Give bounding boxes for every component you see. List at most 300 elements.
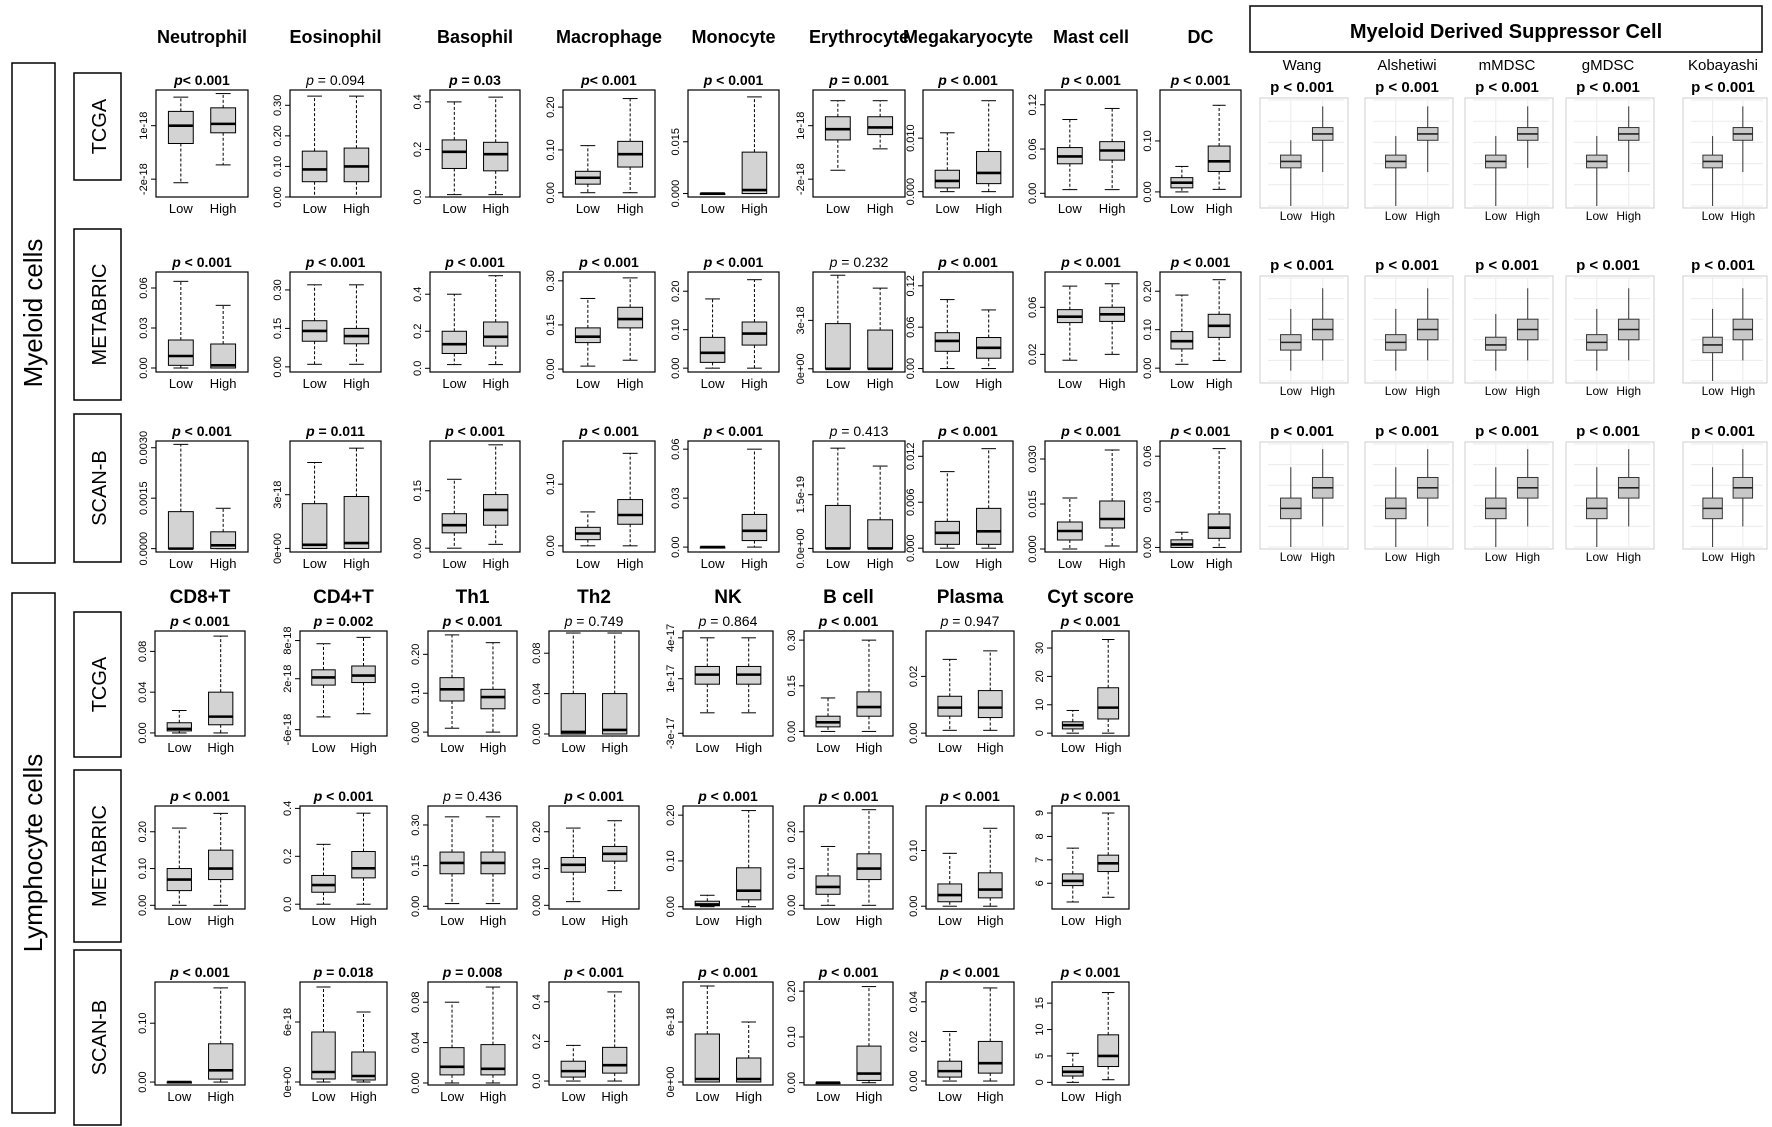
plot-frame xyxy=(1566,98,1654,208)
group-label: High xyxy=(1515,209,1541,223)
box xyxy=(211,108,236,133)
y-tick-label: 0.006 xyxy=(905,488,917,517)
y-tick-label: 3e-18 xyxy=(272,480,284,509)
group-label: High xyxy=(855,740,883,755)
box xyxy=(938,884,962,902)
box xyxy=(1208,146,1230,171)
group-label: High xyxy=(343,556,370,571)
y-tick-label: 0.10 xyxy=(545,473,557,495)
group-label: Low xyxy=(935,556,960,571)
y-tick-label: 0.000 xyxy=(905,534,917,562)
mdsc-boxplot-panel xyxy=(1465,257,1553,398)
box xyxy=(700,337,725,362)
group-label: High xyxy=(482,201,510,216)
y-tick-label: 0.04 xyxy=(531,682,543,705)
p-value-label: p < 0.001 xyxy=(445,423,505,439)
box xyxy=(868,330,893,369)
y-tick-label: 0.10 xyxy=(272,155,284,178)
y-tick-label: 0.0015 xyxy=(138,481,150,516)
boxplot-panel xyxy=(1142,254,1241,391)
boxplot-panel xyxy=(531,788,639,928)
group-label: Low xyxy=(816,740,840,755)
y-tick-label: 0.2 xyxy=(282,848,294,864)
mdsc-boxplot-panel xyxy=(1465,423,1553,564)
y-tick-label: -2e-18 xyxy=(138,163,150,196)
group-label: Low xyxy=(561,740,586,755)
group-label: Low xyxy=(1060,913,1085,928)
myeloid-column-title: Basophil xyxy=(436,27,514,47)
p-value-label: p < 0.001 xyxy=(445,254,505,270)
group-label: Low xyxy=(311,1089,336,1104)
lymphocyte-group-label: Lymphocyte cells xyxy=(18,753,48,953)
y-tick-label: 0.06 xyxy=(670,438,682,460)
y-tick-label: 0.10 xyxy=(908,839,920,862)
box xyxy=(344,148,369,182)
boxplot-panel xyxy=(282,788,387,928)
p-value-label: p < 0.001 xyxy=(170,964,230,980)
boxplot-panel xyxy=(531,964,639,1104)
y-tick-label: 0.2 xyxy=(531,1033,543,1050)
mdsc-boxplot-panel xyxy=(1465,79,1553,223)
group-label: High xyxy=(1415,384,1441,398)
y-tick-label: 15 xyxy=(1034,997,1046,1010)
group-label: Low xyxy=(440,740,464,755)
mdsc-boxplot-panel xyxy=(1260,79,1348,223)
y-tick-label: 0.00 xyxy=(531,723,543,745)
p-value-label: p < 0.001 xyxy=(1475,257,1539,274)
y-tick-label: 0.30 xyxy=(272,94,284,116)
dataset-label: METABRIC xyxy=(89,805,111,907)
y-tick-label: 0.00 xyxy=(670,357,682,379)
plot-frame xyxy=(813,90,905,197)
group-label: Low xyxy=(1169,376,1194,391)
p-value-label: p = 0.413 xyxy=(829,423,889,439)
y-tick-label: 0.000 xyxy=(1027,535,1039,563)
p-value-label: p < 0.001 xyxy=(1475,423,1539,440)
y-tick-label: 0.00 xyxy=(908,895,920,917)
boxplot-panel xyxy=(1142,72,1241,216)
group-label: High xyxy=(975,556,1003,571)
y-tick-label: 0.012 xyxy=(905,442,917,471)
y-tick-label: 0.00 xyxy=(545,182,557,204)
group-label: High xyxy=(616,556,644,571)
y-tick-label: 0.00 xyxy=(137,722,149,744)
group-label: Low xyxy=(1384,384,1407,398)
myeloid-column-title: Erythrocyte xyxy=(808,27,910,47)
mdsc-column-title: gMDSC xyxy=(1581,57,1635,74)
boxplot-panel xyxy=(272,254,381,391)
group-label: Low xyxy=(700,376,725,391)
y-tick-label: 0.20 xyxy=(531,821,543,843)
group-label: High xyxy=(482,376,510,391)
group-label: High xyxy=(741,556,768,571)
y-tick-label: 0.00 xyxy=(1142,536,1154,559)
y-tick-label: 3e-18 xyxy=(795,306,807,335)
group-label: Low xyxy=(1279,550,1302,564)
boxplot-panel xyxy=(795,423,905,571)
group-label: Low xyxy=(1279,384,1302,398)
p-value-label: p < 0.001 xyxy=(1576,257,1640,274)
group-label: Low xyxy=(302,201,327,216)
group-label: Low xyxy=(1384,209,1407,223)
boxplot-panel xyxy=(795,254,905,391)
y-tick-label: 0.20 xyxy=(1142,280,1154,302)
group-label: Low xyxy=(1169,201,1194,216)
y-tick-label: 0.20 xyxy=(670,280,682,302)
dataset-label: METABRIC xyxy=(89,263,111,366)
y-tick-label: 0.00 xyxy=(545,358,557,380)
group-label: High xyxy=(735,913,763,928)
y-tick-label: 0.10 xyxy=(137,1012,149,1034)
box xyxy=(1208,514,1230,538)
mdsc-boxplot-panel xyxy=(1683,423,1767,564)
y-tick-label: 0.00 xyxy=(412,537,424,559)
plot-frame xyxy=(1566,442,1654,549)
plot-frame xyxy=(1052,631,1129,736)
p-value-label: p < 0.001 xyxy=(1060,964,1121,980)
boxplot-panel xyxy=(138,423,248,571)
box xyxy=(618,500,643,525)
box xyxy=(742,152,767,193)
boxplot-panel xyxy=(1027,72,1137,216)
y-tick-label: 0.000 xyxy=(670,179,682,208)
group-label: Low xyxy=(1484,550,1507,564)
mdsc-boxplot-panel xyxy=(1365,257,1453,398)
group-label: High xyxy=(741,201,768,216)
myeloid-group-label: Myeloid cells xyxy=(18,238,48,388)
group-label: High xyxy=(616,376,644,391)
box xyxy=(825,505,850,548)
p-value-label: p < 0.001 xyxy=(172,423,232,439)
y-tick-label: 0.08 xyxy=(531,642,543,664)
myeloid-column-title: Megakaryocyte xyxy=(902,27,1034,47)
p-value-label: p < 0.001 xyxy=(1060,788,1121,804)
boxplot-panel xyxy=(670,254,779,391)
y-tick-label: 0.00 xyxy=(545,535,557,557)
plot-frame xyxy=(1260,442,1348,549)
p-value-label: p < 0.001 xyxy=(1270,423,1334,440)
group-label: Low xyxy=(1701,384,1724,398)
p-value-label: p< 0.001 xyxy=(581,72,637,88)
y-tick-label: 0.10 xyxy=(410,682,422,704)
y-tick-label: 7 xyxy=(1034,856,1046,863)
y-tick-label: 0.10 xyxy=(545,139,557,161)
group-label: High xyxy=(1730,209,1756,223)
y-tick-label: 0.02 xyxy=(908,665,920,688)
boxplot-panel xyxy=(412,423,520,571)
y-tick-label: 1.5e-19 xyxy=(795,476,807,514)
box xyxy=(938,696,962,716)
p-value-label: p < 0.001 xyxy=(170,788,230,804)
lymphocyte-column-title: NK xyxy=(714,587,742,608)
box xyxy=(816,876,840,894)
y-tick-label: 0.20 xyxy=(272,125,284,147)
plot-frame xyxy=(1683,442,1767,549)
box xyxy=(302,151,327,182)
box xyxy=(868,520,893,549)
p-value-label: p< 0.001 xyxy=(174,72,230,88)
p-value-label: p < 0.001 xyxy=(1170,72,1231,88)
y-tick-label: 0.06 xyxy=(1027,296,1039,319)
y-tick-label: 8 xyxy=(1034,833,1046,840)
p-value-label: p < 0.001 xyxy=(1375,423,1439,440)
group-label: Low xyxy=(167,1089,192,1104)
y-tick-label: 10 xyxy=(1034,698,1046,711)
p-value-label: p < 0.001 xyxy=(1691,423,1755,440)
group-label: Low xyxy=(302,556,327,571)
group-label: High xyxy=(741,376,768,391)
group-label: High xyxy=(350,740,377,755)
y-tick-label: 0.00 xyxy=(1142,357,1154,379)
lymphocyte-column-title: Plasma xyxy=(936,587,1004,608)
box xyxy=(737,868,761,900)
y-tick-label: 1e-18 xyxy=(795,111,807,140)
boxplot-panel xyxy=(137,788,245,928)
mdsc-header-title: Myeloid Derived Suppressor Cell xyxy=(1349,21,1663,43)
mdsc-boxplot-panel xyxy=(1683,79,1767,223)
box xyxy=(1486,337,1507,350)
boxplot-panel xyxy=(905,254,1013,391)
group-label: Low xyxy=(935,201,960,216)
y-tick-label: 0.06 xyxy=(1027,138,1039,160)
dataset-label: SCAN-B xyxy=(89,999,111,1076)
box xyxy=(209,1044,233,1079)
box xyxy=(1100,501,1125,528)
y-tick-label: 0.06 xyxy=(905,316,917,338)
y-tick-label: 6 xyxy=(1034,880,1046,887)
y-tick-label: -2e-18 xyxy=(795,163,807,196)
p-value-label: p < 0.001 xyxy=(1576,423,1640,440)
group-label: Low xyxy=(1057,376,1082,391)
group-label: Low xyxy=(825,201,850,216)
p-value-label: p < 0.001 xyxy=(818,613,879,629)
plot-frame xyxy=(1465,442,1553,549)
myeloid-column-title: Eosinophil xyxy=(289,27,382,47)
boxplot-panel xyxy=(138,72,248,216)
y-tick-label: 0.010 xyxy=(905,124,917,152)
y-tick-label: 0.15 xyxy=(272,317,284,340)
p-value-label: p < 0.001 xyxy=(938,72,998,88)
y-tick-label: 1e-18 xyxy=(138,111,150,140)
y-tick-label: 0.00 xyxy=(786,1072,798,1094)
y-tick-label: 0.06 xyxy=(1142,445,1154,467)
group-label: High xyxy=(209,376,237,391)
group-label: High xyxy=(735,740,763,755)
p-value-label: p < 0.001 xyxy=(818,788,879,804)
group-label: Low xyxy=(825,556,850,571)
box xyxy=(481,689,505,708)
p-value-label: p < 0.001 xyxy=(1375,257,1439,274)
group-label: High xyxy=(207,1089,235,1104)
y-tick-label: 6e-18 xyxy=(282,1007,294,1037)
group-label: High xyxy=(350,913,377,928)
y-tick-label: 0.10 xyxy=(137,857,149,880)
y-tick-label: 0.0 xyxy=(531,1073,543,1089)
p-value-label: p = 0.018 xyxy=(313,964,374,980)
group-label: High xyxy=(207,913,235,928)
plot-frame xyxy=(1365,276,1453,383)
p-value-label: p = 0.947 xyxy=(940,613,1000,629)
y-tick-label: 0.00 xyxy=(531,894,543,917)
group-label: Low xyxy=(167,740,192,755)
y-tick-label: 0.00 xyxy=(1142,181,1154,203)
y-tick-label: 0.10 xyxy=(665,850,677,872)
y-tick-label: 0.10 xyxy=(531,857,543,880)
y-tick-label: 0.0 xyxy=(282,896,294,912)
y-tick-label: 0.00 xyxy=(1027,182,1039,205)
group-label: High xyxy=(616,201,644,216)
boxplot-panel xyxy=(795,72,905,216)
box xyxy=(935,170,959,188)
plot-frame xyxy=(1683,276,1767,383)
box xyxy=(857,1046,881,1080)
p-value-label: p = 0.002 xyxy=(313,613,374,629)
group-label: Low xyxy=(442,376,467,391)
y-tick-label: 0.15 xyxy=(410,854,422,877)
box xyxy=(481,1045,505,1075)
group-label: High xyxy=(1515,384,1541,398)
p-value-label: p < 0.001 xyxy=(938,423,998,439)
p-value-label: p < 0.001 xyxy=(564,788,624,804)
y-tick-label: 0.20 xyxy=(545,96,557,118)
group-label: Low xyxy=(302,376,327,391)
box xyxy=(938,1061,962,1077)
y-tick-label: 0.015 xyxy=(1027,490,1039,518)
plot-frame xyxy=(1365,98,1453,208)
box xyxy=(440,1048,464,1075)
p-value-label: p < 0.001 xyxy=(1060,613,1121,629)
y-tick-label: 0.08 xyxy=(137,640,149,663)
y-tick-label: 0.00 xyxy=(786,894,798,917)
p-value-label: p < 0.001 xyxy=(1170,254,1231,270)
group-label: High xyxy=(1205,201,1233,216)
y-tick-label: 0e+00 xyxy=(795,353,807,385)
group-label: Low xyxy=(700,556,725,571)
group-label: Low xyxy=(168,556,193,571)
box xyxy=(209,692,233,725)
plot-frame xyxy=(1260,98,1348,208)
lymphocyte-column-title: CD4+T xyxy=(313,587,374,608)
p-value-label: p < 0.001 xyxy=(1170,423,1231,439)
p-value-label: p = 0.03 xyxy=(449,72,501,88)
p-value-label: p < 0.001 xyxy=(170,613,230,629)
plot-frame xyxy=(1260,276,1348,383)
group-label: High xyxy=(601,913,629,928)
p-value-label: p = 0.001 xyxy=(829,72,889,88)
mdsc-boxplot-panel xyxy=(1365,423,1453,564)
mdsc-column-title: Wang xyxy=(1282,57,1322,74)
box xyxy=(978,1041,1002,1073)
box xyxy=(603,1047,627,1073)
y-tick-label: 0.15 xyxy=(412,480,424,502)
p-value-label: p < 0.001 xyxy=(703,254,764,270)
boxplot-panel xyxy=(1027,254,1137,391)
group-label: High xyxy=(209,556,237,571)
y-tick-label: 0.00 xyxy=(410,1072,422,1094)
p-value-label: p < 0.001 xyxy=(1061,254,1121,270)
y-tick-label: 0 xyxy=(1034,730,1046,737)
group-label: High xyxy=(479,913,507,928)
boxplot-panel xyxy=(545,254,655,391)
group-label: Low xyxy=(937,740,962,755)
group-label: High xyxy=(976,1089,1004,1104)
y-tick-label: 0.4 xyxy=(531,994,543,1010)
mdsc-boxplot-panel xyxy=(1566,79,1654,223)
group-label: Low xyxy=(700,201,725,216)
group-label: High xyxy=(479,740,507,755)
group-label: Low xyxy=(561,913,586,928)
box xyxy=(442,140,466,169)
group-label: Low xyxy=(311,740,336,755)
box xyxy=(168,340,193,365)
y-tick-label: 0.0 xyxy=(412,360,424,376)
boxplot-panel xyxy=(670,72,779,216)
p-value-label: p = 0.749 xyxy=(564,613,624,629)
boxplot-panel xyxy=(545,72,655,216)
group-label: Low xyxy=(1169,556,1194,571)
box xyxy=(561,1061,585,1077)
plot-frame xyxy=(1365,442,1453,549)
myeloid-column-title: DC xyxy=(1187,27,1214,47)
group-label: Low xyxy=(825,376,850,391)
group-label: Low xyxy=(1057,556,1082,571)
p-value-label: p < 0.001 xyxy=(1061,72,1121,88)
group-label: High xyxy=(855,1089,883,1104)
y-tick-label: 0.20 xyxy=(786,821,798,843)
group-label: High xyxy=(1616,209,1642,223)
mdsc-column-title: mMDSC xyxy=(1478,57,1536,74)
box xyxy=(1098,688,1119,719)
box xyxy=(209,850,233,879)
box xyxy=(857,692,881,716)
group-label: Low xyxy=(1484,209,1507,223)
boxplot-panel xyxy=(786,964,893,1104)
y-tick-label: 0.30 xyxy=(272,279,284,301)
group-label: High xyxy=(1415,209,1441,223)
y-tick-label: 4e-17 xyxy=(665,623,677,652)
y-tick-label: 0.00 xyxy=(908,1070,920,1092)
box xyxy=(978,873,1002,898)
y-tick-label: 0.20 xyxy=(410,643,422,666)
y-tick-label: 0.4 xyxy=(412,94,424,110)
box xyxy=(302,504,327,549)
p-value-label: p < 0.001 xyxy=(818,964,879,980)
y-tick-label: 0.00 xyxy=(410,895,422,918)
boxplot-panel xyxy=(908,613,1014,755)
boxplot-panel xyxy=(670,423,779,571)
group-label: High xyxy=(1205,556,1233,571)
group-label: High xyxy=(975,201,1003,216)
group-label: Low xyxy=(575,376,600,391)
p-value-label: p < 0.001 xyxy=(313,788,374,804)
box xyxy=(442,331,466,353)
boxplot-panel xyxy=(665,788,773,928)
y-tick-label: 0.20 xyxy=(137,821,149,843)
p-value-label: p < 0.001 xyxy=(579,423,639,439)
p-value-label: p < 0.001 xyxy=(1270,257,1334,274)
myeloid-column-title: Neutrophil xyxy=(157,27,247,47)
group-label: High xyxy=(975,376,1003,391)
y-tick-label: 0.30 xyxy=(545,270,557,292)
p-value-label: p < 0.001 xyxy=(172,254,232,270)
y-tick-label: 0.4 xyxy=(282,800,294,817)
boxplot-panel xyxy=(1034,788,1129,928)
y-tick-label: 0.0e+00 xyxy=(795,528,807,569)
group-label: Low xyxy=(695,913,720,928)
group-label: High xyxy=(866,201,894,216)
mdsc-column-title: Alshetiwi xyxy=(1377,57,1437,74)
boxplot-panel xyxy=(282,964,387,1104)
